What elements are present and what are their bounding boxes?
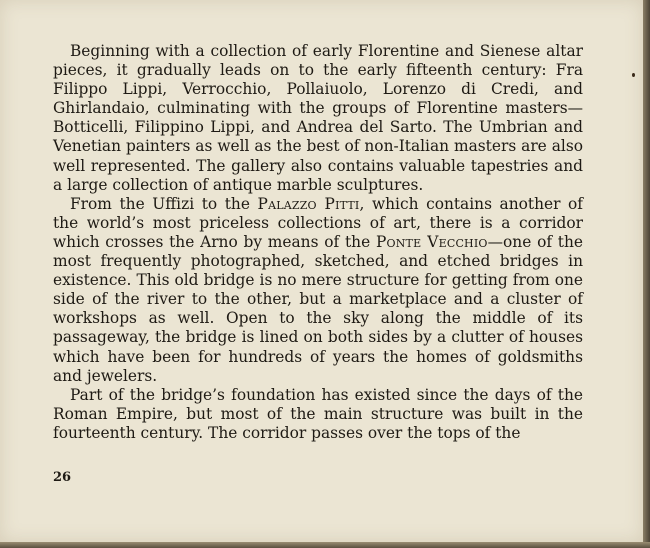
place-name-palazzo-pitti: Palazzo Pitti <box>257 194 360 213</box>
paragraph-bridge-foundation <box>53 386 583 443</box>
place-name-ponte-vecchio: Ponte Vecchio <box>375 232 488 251</box>
page-edge-right <box>643 0 650 548</box>
paragraph-1-text: Beginning with a collection of early Florentine and Sienese altar pieces, it gradually leads on to the early fifteenth century: Fra Filippo Lippi, Verrocchio, Pollaiuolo, Lorenzo di Credi, and Ghirlandaio, culminating with the groups of Florentine masters—Botticelli, Filippino Lippi, and Andrea del Sarto. The Umbrian and Venetian painters as well as the best of non-Italian masters are also well represented. The gallery also contains valuable tapestries and a large collection of antique marble sculptures. <box>53 42 583 194</box>
paragraph-uffizi-collection <box>53 42 583 195</box>
paragraph-ponte-vecchio <box>53 195 583 386</box>
paragraph-2-text-a: From the Uffizi to the <box>70 194 258 213</box>
paragraph-3-text: Part of the bridge’s foundation has existed since the days of the Roman Empire, but most of the main structure was built in the fourteenth century. The corridor passes over the tops of the <box>53 385 583 442</box>
ink-spot <box>632 73 635 77</box>
page-edge-bottom <box>0 542 650 548</box>
body-text <box>53 42 583 443</box>
page-number: 26 <box>53 470 72 485</box>
paragraph-2-text-b: , which contains another of the world’s most priceless collections of art, there is a corridor which crosses the Arno by means of the <box>53 194 583 251</box>
paragraph-2-text-c: —one of the most frequently photographed, sketched, and etched bridges in existence. This old bridge is no mere structure for getting from one side of the river to the other, but a marketplace and a cluster of workshops as well. Open to the sky along the middle of its passageway, the bridge is lined on both sides by a clutter of houses which have been for hundreds of years the homes of goldsmiths and jewelers. <box>53 232 583 385</box>
